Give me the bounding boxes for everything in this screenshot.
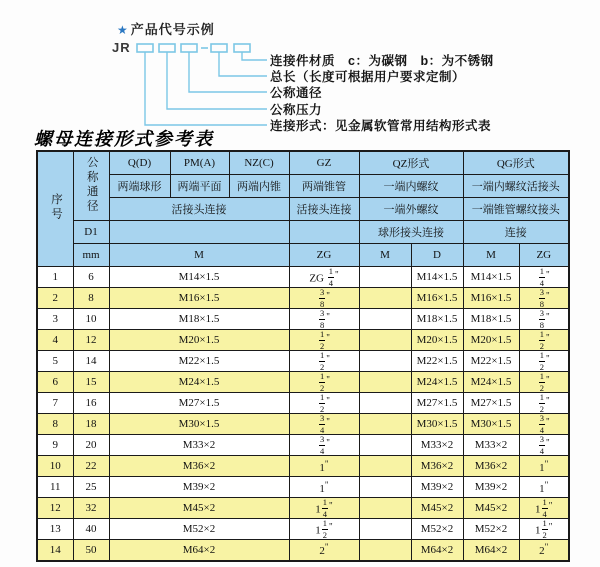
code-box-3 [181, 44, 197, 52]
header-qz-ball-joint: 球形接头连接 [359, 221, 463, 244]
label-total-length: 总长（长度可根据用户要求定制） [270, 70, 466, 84]
cell-qg-m: M36×2 [463, 456, 519, 477]
cell-gz-zg: $\frac{3}{8}$ " [289, 309, 359, 330]
table-row [37, 477, 569, 498]
cell-seq-no: 13 [37, 519, 73, 540]
table-row [37, 414, 569, 435]
cell-dn-mm: 6 [73, 267, 109, 288]
cell-qz-d: M20×1.5 [411, 330, 463, 351]
cell-dn-mm: 50 [73, 540, 109, 561]
cell-dn-mm: 15 [73, 372, 109, 393]
cell-qz-d: M22×1.5 [411, 351, 463, 372]
cell-m-thread: M24×1.5 [109, 372, 289, 393]
header-union-connection: 活接头连接 [109, 198, 289, 221]
table-row [37, 540, 569, 561]
header-qz-desc1: 一端内螺纹 [359, 175, 463, 198]
cell-gz-zg: $\frac{1}{2}$ " [289, 351, 359, 372]
cell-qz-m [359, 519, 411, 540]
cell-gz-zg: 1 $\frac{1}{4}$ " [289, 498, 359, 519]
nut-connection-table [36, 150, 570, 562]
star-icon: ★ [117, 23, 129, 37]
cell-qg-zg: 1 $\frac{1}{2}$ " [519, 519, 569, 540]
cell-seq-no: 12 [37, 498, 73, 519]
cell-qg-zg: 1 $\frac{1}{4}$ " [519, 498, 569, 519]
cell-qg-m: M45×2 [463, 498, 519, 519]
header-qg-desc1: 一端内螺纹活接头 [463, 175, 569, 198]
header-seq-no: 序号 [37, 151, 73, 267]
cell-qg-zg: $\frac{1}{2}$ " [519, 393, 569, 414]
table-row [37, 288, 569, 309]
table-row [37, 267, 569, 288]
label-nominal-pressure: 公称压力 [270, 103, 323, 117]
cell-qg-zg: 1" [519, 477, 569, 498]
cell-qz-m [359, 372, 411, 393]
cell-qz-m [359, 477, 411, 498]
cell-dn-mm: 12 [73, 330, 109, 351]
cell-dn-mm: 14 [73, 351, 109, 372]
cell-dn-mm: 32 [73, 498, 109, 519]
table-row [37, 330, 569, 351]
code-box-5 [234, 44, 250, 52]
header-mm: mm [73, 244, 109, 267]
reference-table-wrap [36, 150, 570, 562]
cell-qg-m: M18×1.5 [463, 309, 519, 330]
cell-seq-no: 10 [37, 456, 73, 477]
cell-qz-d: M52×2 [411, 519, 463, 540]
cell-dn-mm: 22 [73, 456, 109, 477]
table-row [37, 393, 569, 414]
cell-qz-d: M24×1.5 [411, 372, 463, 393]
cell-m-thread: M22×1.5 [109, 351, 289, 372]
cell-seq-no: 1 [37, 267, 73, 288]
leader-line-diameter [189, 52, 267, 92]
cell-qg-m: M33×2 [463, 435, 519, 456]
cell-qz-m [359, 330, 411, 351]
cell-qz-m [359, 540, 411, 561]
cell-qg-zg: $\frac{3}{4}$ " [519, 414, 569, 435]
header-nzc-desc: 两端内锥 [229, 175, 289, 198]
cell-qz-d: M27×1.5 [411, 393, 463, 414]
cell-qg-zg: $\frac{3}{4}$ " [519, 435, 569, 456]
header-pma-desc: 两端平面 [170, 175, 229, 198]
cell-qz-d: M39×2 [411, 477, 463, 498]
header-blank-gz [289, 221, 359, 244]
cell-qz-d: M16×1.5 [411, 288, 463, 309]
table-row [37, 498, 569, 519]
header-gz-desc: 两端锥管 [289, 175, 359, 198]
cell-gz-zg: $\frac{3}{4}$ " [289, 414, 359, 435]
cell-m-thread: M64×2 [109, 540, 289, 561]
cell-seq-no: 4 [37, 330, 73, 351]
header-qg-desc2: 一端锥管螺纹接头 [463, 198, 569, 221]
cell-seq-no: 7 [37, 393, 73, 414]
code-prefix: JR [112, 40, 131, 55]
diagram-heading [117, 19, 215, 38]
header-qg-connect: 连接 [463, 221, 569, 244]
cell-qg-zg: 2" [519, 540, 569, 561]
cell-m-thread: M33×2 [109, 435, 289, 456]
header-group-qg: QG形式 [463, 151, 569, 175]
cell-qg-zg: $\frac{3}{8}$ " [519, 309, 569, 330]
cell-gz-zg: 1" [289, 477, 359, 498]
header-unit-qg-m: M [463, 244, 519, 267]
cell-gz-zg: 2" [289, 540, 359, 561]
leader-line-length [219, 52, 267, 76]
cell-seq-no: 3 [37, 309, 73, 330]
table-body [37, 267, 569, 561]
label-connector-material: 连接件材质 c：为碳钢 b：为不锈钢 [270, 54, 494, 68]
cell-qg-zg: $\frac{1}{2}$ " [519, 372, 569, 393]
cell-qg-m: M52×2 [463, 519, 519, 540]
cell-qg-m: M39×2 [463, 477, 519, 498]
table-header [37, 151, 569, 267]
cell-m-thread: M52×2 [109, 519, 289, 540]
cell-m-thread: M45×2 [109, 498, 289, 519]
leader-line-material [242, 52, 267, 60]
header-group-qz: QZ形式 [359, 151, 463, 175]
cell-seq-no: 11 [37, 477, 73, 498]
header-unit-zg: ZG [289, 244, 359, 267]
cell-qz-m [359, 288, 411, 309]
cell-qg-m: M20×1.5 [463, 330, 519, 351]
cell-dn-mm: 20 [73, 435, 109, 456]
cell-qz-m [359, 414, 411, 435]
leader-line-connection [145, 52, 267, 125]
cell-m-thread: M18×1.5 [109, 309, 289, 330]
cell-seq-no: 6 [37, 372, 73, 393]
code-box-4 [211, 44, 227, 52]
cell-qg-zg: $\frac{1}{2}$ " [519, 330, 569, 351]
cell-seq-no: 8 [37, 414, 73, 435]
cell-dn-mm: 40 [73, 519, 109, 540]
label-connection-form: 连接形式：见金属软管常用结构形式表 [270, 119, 492, 133]
label-nominal-diameter: 公称通径 [270, 86, 323, 100]
cell-dn-mm: 16 [73, 393, 109, 414]
cell-dn-mm: 25 [73, 477, 109, 498]
header-unit-m: M [109, 244, 289, 267]
cell-qz-m [359, 393, 411, 414]
cell-gz-zg: 1" [289, 456, 359, 477]
header-group-qd: Q(D) [109, 151, 170, 175]
cell-qz-d: M30×1.5 [411, 414, 463, 435]
cell-gz-zg: $\frac{1}{2}$ " [289, 330, 359, 351]
cell-gz-zg: $\frac{1}{2}$ " [289, 372, 359, 393]
cell-seq-no: 2 [37, 288, 73, 309]
cell-dn-mm: 18 [73, 414, 109, 435]
cell-qz-m [359, 498, 411, 519]
header-blank-left [109, 221, 289, 244]
cell-m-thread: M27×1.5 [109, 393, 289, 414]
cell-qg-zg: $\frac{1}{2}$ " [519, 351, 569, 372]
cell-qg-zg: $\frac{3}{8}$ " [519, 288, 569, 309]
cell-qz-d: M14×1.5 [411, 267, 463, 288]
table-row [37, 519, 569, 540]
cell-qg-zg: $\frac{1}{4}$ " [519, 267, 569, 288]
header-nominal-dia: 公称通径 [73, 151, 109, 221]
header-unit-qz-m: M [359, 244, 411, 267]
cell-gz-zg: ZG $\frac{1}{4}$ " [289, 267, 359, 288]
header-unit-qz-d: D [411, 244, 463, 267]
cell-gz-zg: $\frac{1}{2}$ " [289, 393, 359, 414]
cell-qz-m [359, 456, 411, 477]
cell-m-thread: M30×1.5 [109, 414, 289, 435]
cell-qg-m: M22×1.5 [463, 351, 519, 372]
cell-qz-d: M18×1.5 [411, 309, 463, 330]
table-row [37, 435, 569, 456]
table-row [37, 309, 569, 330]
cell-qg-m: M30×1.5 [463, 414, 519, 435]
cell-seq-no: 5 [37, 351, 73, 372]
table-row [37, 456, 569, 477]
header-gz-union: 活接头连接 [289, 198, 359, 221]
code-box-2 [159, 44, 175, 52]
header-d1: D1 [73, 221, 109, 244]
cell-m-thread: M36×2 [109, 456, 289, 477]
cell-m-thread: M14×1.5 [109, 267, 289, 288]
cell-m-thread: M20×1.5 [109, 330, 289, 351]
cell-qz-m [359, 435, 411, 456]
header-qd-desc: 两端球形 [109, 175, 170, 198]
cell-gz-zg: 1 $\frac{1}{2}$ " [289, 519, 359, 540]
cell-dn-mm: 10 [73, 309, 109, 330]
cell-m-thread: M39×2 [109, 477, 289, 498]
diagram-heading-text: 产品代号示例 [130, 22, 215, 37]
cell-qz-d: M36×2 [411, 456, 463, 477]
cell-qz-d: M64×2 [411, 540, 463, 561]
cell-qg-m: M27×1.5 [463, 393, 519, 414]
table-row [37, 372, 569, 393]
header-unit-qg-zg: ZG [519, 244, 569, 267]
header-group-gz: GZ [289, 151, 359, 175]
header-group-nzc: NZ(C) [229, 151, 289, 175]
cell-qz-d: M45×2 [411, 498, 463, 519]
cell-qz-m [359, 309, 411, 330]
code-box-1 [137, 44, 153, 52]
header-qz-desc2: 一端外螺纹 [359, 198, 463, 221]
table-title: 螺母连接形式参考表 [34, 129, 214, 150]
cell-qz-d: M33×2 [411, 435, 463, 456]
cell-qz-m [359, 351, 411, 372]
cell-gz-zg: $\frac{3}{8}$ " [289, 288, 359, 309]
cell-qg-zg: 1" [519, 456, 569, 477]
cell-qg-m: M14×1.5 [463, 267, 519, 288]
cell-qg-m: M64×2 [463, 540, 519, 561]
header-group-pma: PM(A) [170, 151, 229, 175]
cell-qz-m [359, 267, 411, 288]
cell-gz-zg: $\frac{3}{4}$ " [289, 435, 359, 456]
table-row [37, 351, 569, 372]
cell-m-thread: M16×1.5 [109, 288, 289, 309]
cell-qg-m: M16×1.5 [463, 288, 519, 309]
cell-seq-no: 14 [37, 540, 73, 561]
cell-dn-mm: 8 [73, 288, 109, 309]
cell-qg-m: M24×1.5 [463, 372, 519, 393]
cell-seq-no: 9 [37, 435, 73, 456]
